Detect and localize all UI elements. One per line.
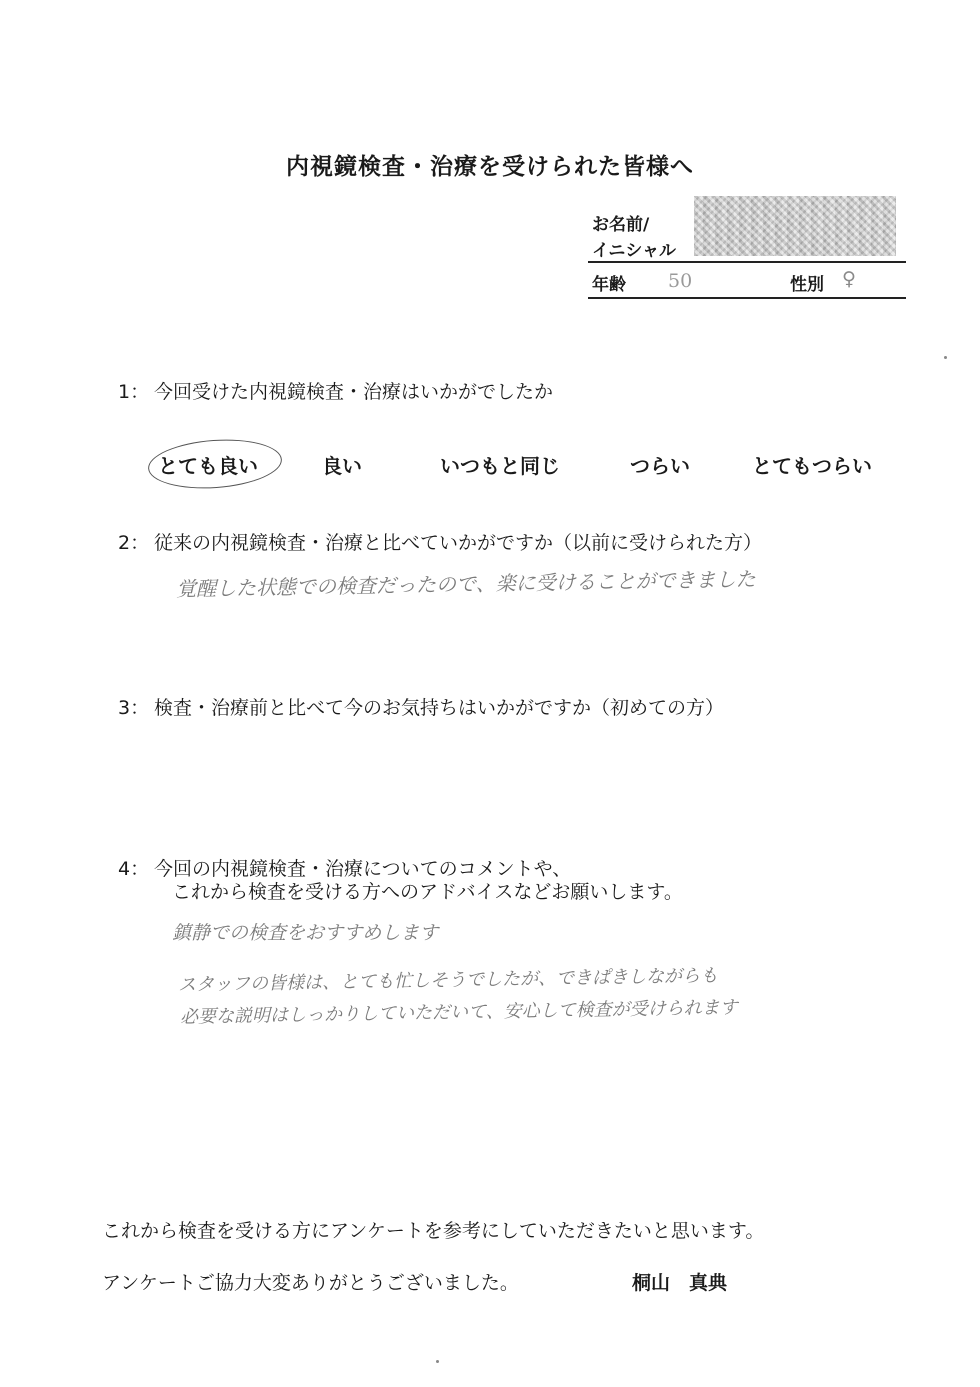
scan-speck [436, 1360, 439, 1363]
sex-label: 性別 [790, 275, 824, 295]
q1-option-very-hard[interactable]: とてもつらい [752, 454, 872, 478]
q1-option-very-good[interactable]: とても良い [158, 454, 258, 478]
q1-option-good[interactable]: 良い [322, 454, 362, 478]
q1-option-same[interactable]: いつもと同じ [440, 454, 560, 478]
q1-option-hard[interactable]: つらい [630, 454, 690, 478]
age-value: 50 [668, 270, 693, 292]
q2-number: 2： [118, 532, 150, 554]
q1-text: 今回受けた内視鏡検査・治療はいかがでしたか [154, 381, 554, 403]
q2-text: 従来の内視鏡検査・治療と比べていかがですか（以前に受けられた方） [154, 532, 763, 554]
q4-handwritten-answer-line3: 必要な説明はしっかりしていただいて、安心して検査が受けられます [179, 997, 738, 1028]
footer-signature: 桐山 真典 [632, 1272, 728, 1294]
page-title: 内視鏡検査・治療を受けられた皆様へ [286, 154, 694, 180]
q4-text-line1: 今回の内視鏡検査・治療についてのコメントや、 [154, 858, 572, 880]
scan-speck [944, 356, 947, 359]
name-underline [588, 261, 906, 263]
name-redacted-mosaic [694, 196, 896, 256]
age-sex-underline [588, 297, 906, 299]
q2-handwritten-answer: 覚醒した状態での検査だったので、楽に受けることができました [175, 566, 756, 602]
sex-value: ♀ [842, 268, 856, 290]
name-label-line2: イニシャル [592, 241, 676, 261]
q4-handwritten-answer-line2: スタッフの皆様は、とても忙しそうでしたが、できぱきしながらも [177, 965, 719, 996]
q1-number: 1： [118, 381, 150, 403]
q3-text: 検査・治療前と比べて今のお気持ちはいかがですか（初めての方） [154, 697, 725, 719]
q4-text-line2: これから検査を受ける方へのアドバイスなどお願いします。 [172, 881, 683, 903]
age-label: 年齢 [592, 275, 626, 295]
q4-number: 4： [118, 858, 150, 880]
footer-thanks: アンケートご協力大変ありがとうございました。 [102, 1272, 519, 1294]
q3-number: 3： [118, 697, 150, 719]
footer-message: これから検査を受ける方にアンケートを参考にしていただきたいと思います。 [102, 1220, 765, 1242]
name-label-line1: お名前/ [592, 215, 650, 235]
q4-handwritten-answer-line1: 鎮静での検査をおすすめします [172, 922, 439, 944]
